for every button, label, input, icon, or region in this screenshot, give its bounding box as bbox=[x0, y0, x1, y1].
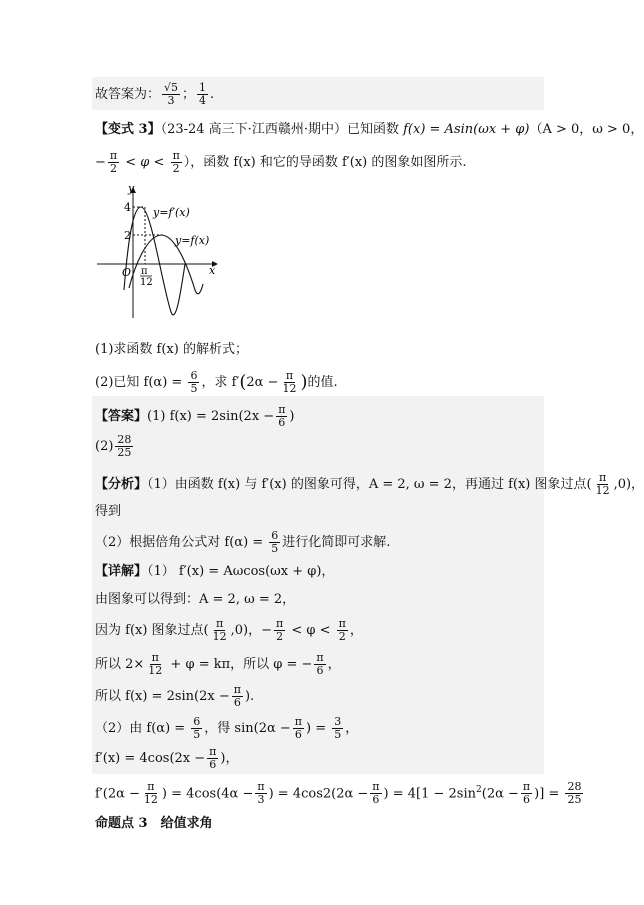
detail-line-4: 所以 2× $\frac{\pi}{12}$ + φ = kπ，所以 φ = − $\frac{\pi}{6}$ ， bbox=[95, 651, 341, 677]
x-tick-12: 12 bbox=[140, 277, 153, 288]
detail-line-5: 所以 f(x) = 2sin(2x − $\frac{\pi}{6}$ ). bbox=[95, 683, 255, 709]
detail-line-3: 因为 f(x) 图象过点( $\frac{\pi}{12}$ ,0)，− $\frac{\pi}{2}$ < φ < $\frac{\pi}{2}$ ， bbox=[95, 617, 363, 643]
detail-line-7: f′(x) = 4cos(2x − $\frac{\pi}{6}$ )， bbox=[95, 745, 239, 771]
analysis-line-1: 【分析】（1）由函数 f(x) 与 f′(x) 的图象可得，A = 2, ω = 2，再通过 f(x) 图象过点( $\frac{\pi}{12}$ ,0)， bbox=[95, 471, 644, 497]
top-answer-line: 故答案为： $\frac{√5}{3}$ ； $\frac{1}{4}$ . bbox=[95, 81, 215, 107]
derivative-label: y=f′(x) bbox=[153, 206, 190, 219]
detail-line-1: 【详解】（1） f′(x) = Aωcos(ωx + φ)， bbox=[95, 564, 335, 579]
function-expression: f(x) = Asin(ωx + φ) bbox=[403, 122, 530, 137]
y-tick-4: 4 bbox=[124, 201, 131, 214]
question-1: (1)求函数 f(x) 的解析式； bbox=[95, 342, 248, 357]
analysis-line-3: （2）根据倍角公式对 f(α) = $\frac{6}{5}$ 进行化简即可求解. bbox=[95, 529, 391, 555]
x-tick-pi: π bbox=[141, 266, 148, 277]
x-axis-label: x bbox=[209, 264, 216, 277]
y-axis-label: y bbox=[128, 182, 135, 195]
detail-tag: 【详解】 bbox=[95, 564, 148, 579]
variant-tag: 【变式 3】 bbox=[95, 122, 161, 137]
analysis-line-2: 得到 bbox=[95, 504, 122, 519]
detail-line-8: f′(2α − $\frac{\pi}{12}$ ) = 4cos(4α − $\frac{\pi}{3}$ ) = 4cos2(2α − $\frac{\pi}{6}$ ) = $4[1 - 2\sin^2(2\alpha$ − $\frac{\pi}{6}$ )] = $\frac{28}{25}$ bbox=[95, 780, 582, 807]
section-title: 命题点 3 给值求角 bbox=[95, 816, 213, 831]
one-over-four: $\frac{1}{4}$ bbox=[199, 81, 207, 107]
answer-tag: 【答案】 bbox=[95, 409, 148, 424]
question-2: (2)已知 f(α) = $\frac{6}{5}$ ，求 f′(2α − $\frac{\pi}{12}$ )的值. bbox=[95, 369, 338, 395]
sqrt5-over-3: $\frac{√5}{3}$ bbox=[164, 81, 179, 107]
function-graph bbox=[95, 180, 225, 320]
problem-line-1: 【变式 3】（23-24 高三下·江西赣州·期中）已知函数 f(x) = Asin(ωx + φ)（A > 0，ω > 0， bbox=[95, 122, 644, 137]
answer-line-2: (2) $\frac{28}{25}$ bbox=[95, 433, 132, 459]
function-label: y=f(x) bbox=[175, 234, 210, 247]
analysis-tag: 【分析】 bbox=[95, 477, 148, 492]
y-tick-2: 2 bbox=[124, 229, 131, 242]
problem-line-2: − $\frac{\pi}{2}$ < φ < $\frac{\pi}{2}$ ），函数 f(x) 和它的导函数 f′(x) 的图象如图所示. bbox=[95, 149, 467, 175]
detail-line-2: 由图象可以得到：A = 2, ω = 2， bbox=[95, 592, 296, 607]
answer-line-1: 【答案】(1) f(x) = 2sin(2x − $\frac{\pi}{6}$ ) bbox=[95, 403, 295, 429]
detail-line-6: （2）由 f(α) = $\frac{6}{5}$ ，得 sin(2α − $\frac{\pi}{6}$ ) = $\frac{3}{5}$ ， bbox=[95, 715, 359, 741]
problem-source: （23-24 高三下·江西赣州·期中） bbox=[160, 122, 347, 137]
origin-label: O bbox=[122, 266, 132, 279]
